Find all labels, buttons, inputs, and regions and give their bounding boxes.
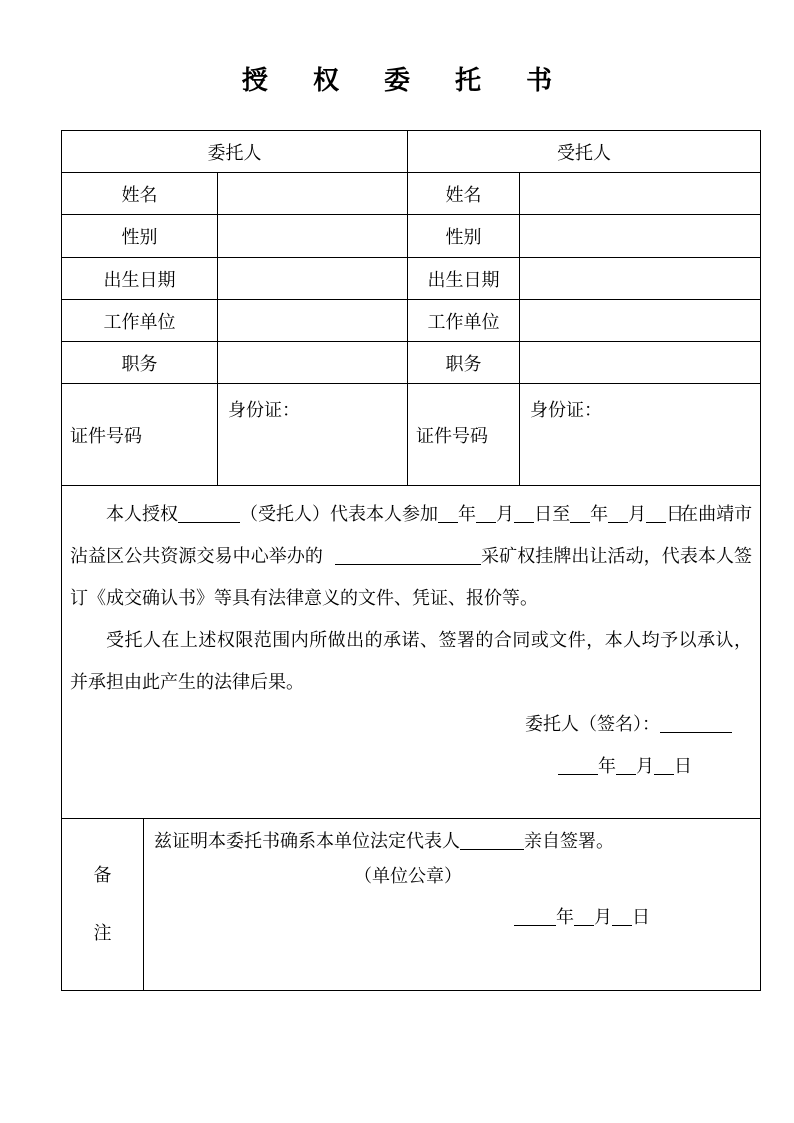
remark-year-blank[interactable] bbox=[514, 905, 556, 926]
field-row-name bbox=[62, 173, 761, 215]
company-seal-label: （单位公章） bbox=[354, 866, 462, 887]
principal-id-type: 身份证： bbox=[228, 400, 300, 421]
remark-label-char-2: 注 bbox=[93, 922, 112, 944]
remark-label bbox=[62, 819, 144, 991]
principal-employer-label: 工作单位 bbox=[62, 300, 218, 342]
agent-gender-value[interactable] bbox=[520, 215, 761, 258]
agent-position-label: 职务 bbox=[408, 342, 520, 384]
start-month-blank[interactable] bbox=[476, 502, 496, 523]
project-name-blank[interactable] bbox=[335, 544, 481, 565]
sign-day-blank[interactable] bbox=[654, 754, 674, 775]
sign-month-blank[interactable] bbox=[616, 754, 636, 775]
document-title: 授 权 委 托 书 bbox=[241, 66, 571, 96]
agent-gender-label: 性别 bbox=[408, 215, 520, 258]
remark-content bbox=[144, 819, 761, 991]
principal-gender-value[interactable] bbox=[218, 215, 408, 258]
principal-employer-value[interactable] bbox=[218, 300, 408, 342]
authorization-form-table bbox=[61, 130, 761, 991]
principal-id-value[interactable] bbox=[218, 384, 408, 486]
end-year-blank[interactable] bbox=[570, 502, 590, 523]
principal-signature-line: 委托人（签名）： bbox=[70, 704, 752, 746]
legal-rep-blank[interactable] bbox=[460, 829, 524, 850]
end-month-blank[interactable] bbox=[608, 502, 628, 523]
remark-row bbox=[62, 819, 761, 991]
principal-birthdate-value[interactable] bbox=[218, 258, 408, 300]
header-row bbox=[62, 131, 761, 173]
authorization-text-cell bbox=[62, 486, 761, 819]
start-year-blank[interactable] bbox=[438, 502, 458, 523]
principal-gender-label: 性别 bbox=[62, 215, 218, 258]
field-row-id bbox=[62, 384, 761, 486]
principal-signature-date: 年 月 日 bbox=[70, 746, 752, 788]
field-row-gender bbox=[62, 215, 761, 258]
agent-name-label: 姓名 bbox=[408, 173, 520, 215]
agent-employer-value[interactable] bbox=[520, 300, 761, 342]
agent-name-value[interactable] bbox=[520, 173, 761, 215]
remark-date: 年 月 日 bbox=[154, 895, 760, 941]
remark-day-blank[interactable] bbox=[612, 905, 632, 926]
end-day-blank[interactable] bbox=[646, 502, 666, 523]
agent-header: 受托人 bbox=[408, 131, 761, 173]
remark-month-blank[interactable] bbox=[574, 905, 594, 926]
start-day-blank[interactable] bbox=[514, 502, 534, 523]
field-row-birthdate bbox=[62, 258, 761, 300]
agent-birthdate-label: 出生日期 bbox=[408, 258, 520, 300]
principal-position-value[interactable] bbox=[218, 342, 408, 384]
principal-birthdate-label: 出生日期 bbox=[62, 258, 218, 300]
agent-employer-label: 工作单位 bbox=[408, 300, 520, 342]
remark-certification-line: 兹证明本委托书确系本单位法定代表人 亲自签署。 bbox=[154, 831, 614, 852]
principal-id-label: 证件号码 bbox=[62, 384, 218, 486]
authorization-paragraph-1: 本人授权 （受托人）代表本人参加 年 月 日至 年 月 日在曲靖市沾益区公共资源交易中心举办的 采矿权挂牌出让活动，代表本人签订《成交确认书》等具有法律意义的文件、凭证、报价等。 bbox=[70, 504, 753, 609]
agent-id-type: 身份证： bbox=[530, 400, 603, 421]
principal-signature-blank[interactable] bbox=[660, 712, 732, 733]
principal-header: 委托人 bbox=[62, 131, 408, 173]
principal-name-label: 姓名 bbox=[62, 173, 218, 215]
agent-name-blank[interactable] bbox=[178, 502, 240, 523]
agent-position-value[interactable] bbox=[520, 342, 761, 384]
remark-label-char-1: 备 bbox=[93, 864, 112, 886]
agent-id-label: 证件号码 bbox=[408, 384, 520, 486]
field-row-position bbox=[62, 342, 761, 384]
principal-position-label: 职务 bbox=[62, 342, 218, 384]
field-row-employer bbox=[62, 300, 761, 342]
authorization-paragraph-2: 受托人在上述权限范围内所做出的承诺、签署的合同或文件，本人均予以承认，并承担由此产生的法律后果。 bbox=[70, 630, 753, 693]
authorization-text-row bbox=[62, 486, 761, 819]
principal-name-value[interactable] bbox=[218, 173, 408, 215]
agent-birthdate-value[interactable] bbox=[520, 258, 761, 300]
sign-year-blank[interactable] bbox=[558, 754, 598, 775]
agent-id-value[interactable] bbox=[520, 384, 761, 486]
